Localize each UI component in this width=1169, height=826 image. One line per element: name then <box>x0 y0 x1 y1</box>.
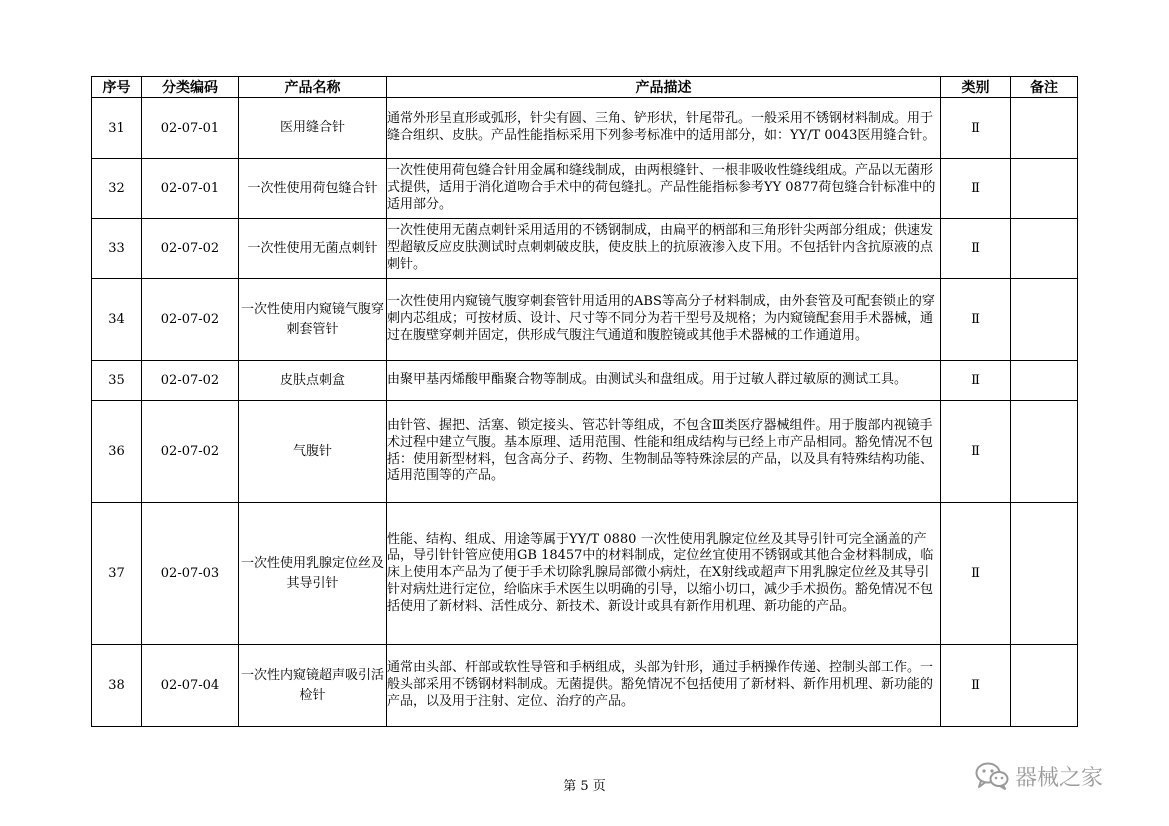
product-table <box>91 76 1078 727</box>
watermark <box>975 760 1103 792</box>
cell-desc: 通常外形呈直形或弧形，针尖有圆、三角、铲形状，针尾带孔。一般采用不锈钢材料制成。用于缝合组织、皮肤。产品性能指标采用下列参考标准中的适用部分，如：YY/T 0043医用缝合针。 <box>387 98 941 159</box>
cell-code: 02-07-02 <box>142 279 239 361</box>
cell-no: 31 <box>92 98 142 159</box>
cell-no: 38 <box>92 645 142 727</box>
cell-name: 医用缝合针 <box>239 98 387 159</box>
cell-class: Ⅱ <box>941 503 1011 645</box>
table-row <box>92 401 1078 503</box>
table-row <box>92 645 1078 727</box>
cell-code: 02-07-01 <box>142 98 239 159</box>
header-no: 序号 <box>92 77 142 98</box>
cell-remark <box>1011 159 1078 219</box>
cell-remark <box>1011 361 1078 401</box>
cell-code: 02-07-04 <box>142 645 239 727</box>
table-row <box>92 219 1078 279</box>
page-number: 第 5 页 <box>563 779 606 794</box>
table-header-row <box>92 77 1078 98</box>
cell-code: 02-07-03 <box>142 503 239 645</box>
cell-class: Ⅱ <box>941 98 1011 159</box>
cell-class: Ⅱ <box>941 279 1011 361</box>
cell-remark <box>1011 98 1078 159</box>
cell-no: 35 <box>92 361 142 401</box>
cell-name: 一次性内窥镜超声吸引活检针 <box>239 645 387 727</box>
cell-remark <box>1011 503 1078 645</box>
cell-class: Ⅱ <box>941 159 1011 219</box>
cell-class: Ⅱ <box>941 645 1011 727</box>
cell-name: 气腹针 <box>239 401 387 503</box>
cell-desc: 一次性使用无菌点刺针采用适用的不锈钢制成，由扁平的柄部和三角形针尖两部分组成；供速发型超敏反应皮肤测试时点刺刺破皮肤，使皮肤上的抗原液渗入皮下用。不包括针内含抗原液的点刺针。 <box>387 219 941 279</box>
cell-remark <box>1011 219 1078 279</box>
cell-no: 34 <box>92 279 142 361</box>
cell-class: Ⅱ <box>941 219 1011 279</box>
cell-no: 32 <box>92 159 142 219</box>
cell-class: Ⅱ <box>941 361 1011 401</box>
cell-name: 一次性使用内窥镜气腹穿刺套管针 <box>239 279 387 361</box>
table-row <box>92 279 1078 361</box>
header-class: 类别 <box>941 77 1011 98</box>
cell-no: 37 <box>92 503 142 645</box>
cell-no: 33 <box>92 219 142 279</box>
cell-code: 02-07-02 <box>142 401 239 503</box>
cell-no: 36 <box>92 401 142 503</box>
cell-code: 02-07-02 <box>142 361 239 401</box>
table-row <box>92 98 1078 159</box>
header-code: 分类编码 <box>142 77 239 98</box>
cell-remark <box>1011 401 1078 503</box>
watermark-text: 器械之家 <box>1015 765 1104 791</box>
wechat-icon <box>975 762 1009 790</box>
cell-code: 02-07-02 <box>142 219 239 279</box>
cell-code: 02-07-01 <box>142 159 239 219</box>
cell-desc: 性能、结构、组成、用途等属于YY/T 0880 一次性使用乳腺定位丝及其导引针可完全涵盖的产品，导引针针管应使用GB 18457中的材料制成，定位丝宜使用不锈钢或其他合金材料制成，临床上使用本产品为了便于手术切除乳腺局部微小病灶，在X射线或超声下用乳腺定位丝及其导引针对病灶进行定位，给临床手术医生以明确的引导，以缩小切口，减少手术损伤。豁免情况不包括使用了新材料、活性成分、新技术、新设计或具有新作用机理、新功能的产品。 <box>387 503 941 645</box>
header-name: 产品名称 <box>239 77 387 98</box>
cell-name: 皮肤点刺盒 <box>239 361 387 401</box>
table-row <box>92 159 1078 219</box>
cell-remark <box>1011 645 1078 727</box>
cell-name: 一次性使用无菌点刺针 <box>239 219 387 279</box>
cell-desc: 由针管、握把、活塞、锁定接头、管芯针等组成，不包含Ⅲ类医疗器械组件。用于腹部内视镜手术过程中建立气腹。基本原理、适用范围、性能和组成结构与已经上市产品相同。豁免情况不包括：使用新型材料，包含高分子、药物、生物制品等特殊涂层的产品，以及具有特殊结构功能、适用范围等的产品。 <box>387 401 941 503</box>
cell-name: 一次性使用荷包缝合针 <box>239 159 387 219</box>
cell-class: Ⅱ <box>941 401 1011 503</box>
cell-remark <box>1011 279 1078 361</box>
cell-desc: 由聚甲基丙烯酸甲酯聚合物等制成。由测试头和盘组成。用于过敏人群过敏原的测试工具。 <box>387 361 941 401</box>
header-desc: 产品描述 <box>387 77 941 98</box>
header-remark: 备注 <box>1011 77 1078 98</box>
cell-desc: 一次性使用荷包缝合针用金属和缝线制成，由两根缝针、一根非吸收性缝线组成。产品以无菌形式提供，适用于消化道吻合手术中的荷包缝扎。产品性能指标参考YY 0877荷包缝合针标准中的适用部分。 <box>387 159 941 219</box>
table-row <box>92 503 1078 645</box>
table-row <box>92 361 1078 401</box>
cell-desc: 一次性使用内窥镜气腹穿刺套管针用适用的ABS等高分子材料制成，由外套管及可配套锁止的穿刺内芯组成；可按材质、设计、尺寸等不同分为若干型号及规格；为内窥镜配套用手术器械，通过在腹壁穿刺并固定，供形成气腹注气通道和腹腔镜或其他手术器械的工作通道用。 <box>387 279 941 361</box>
cell-name: 一次性使用乳腺定位丝及其导引针 <box>239 503 387 645</box>
cell-desc: 通常由头部、杆部或软性导管和手柄组成，头部为针形，通过手柄操作传递、控制头部工作。一般头部采用不锈钢材料制成。无菌提供。豁免情况不包括使用了新材料、新作用机理、新功能的产品，以及用于注射、定位、治疗的产品。 <box>387 645 941 727</box>
